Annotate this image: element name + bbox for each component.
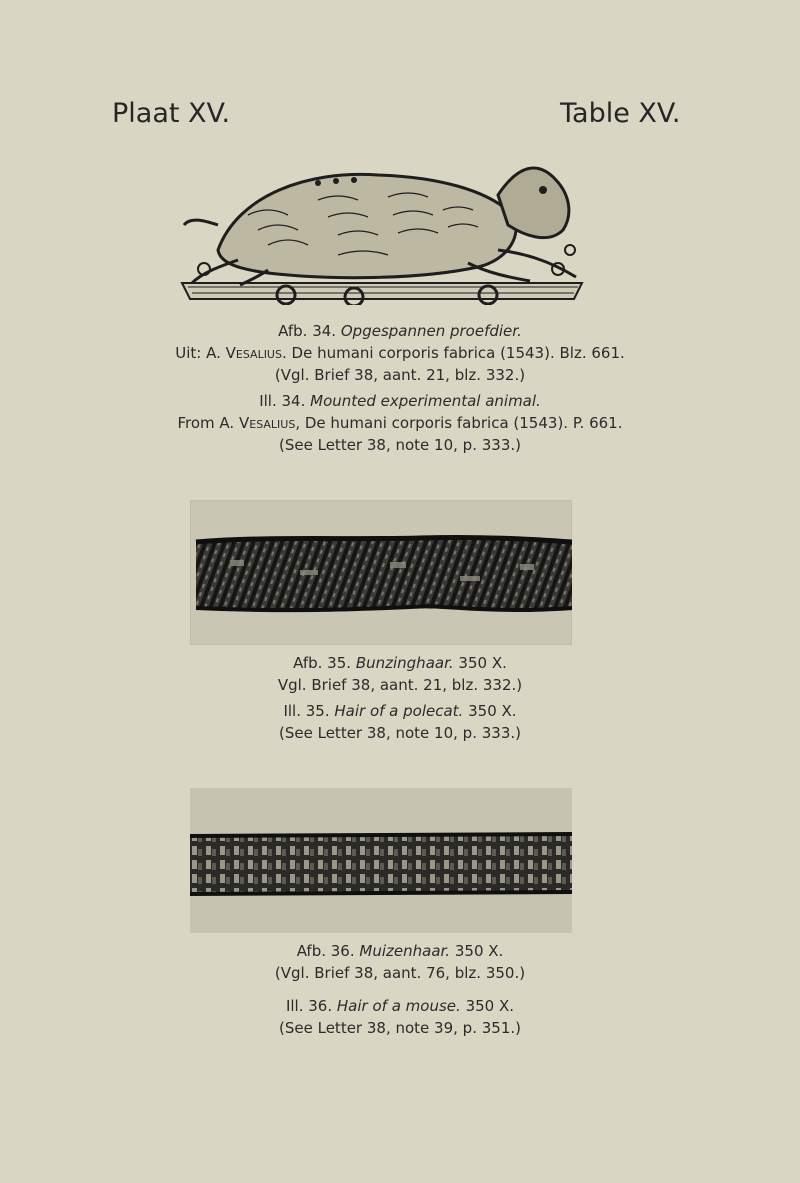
caption-line: [0, 320, 800, 342]
source-text: , De humani corporis fabrica (1543). P. 661.: [295, 414, 623, 432]
caption-line: [0, 390, 800, 412]
caption-fig34-english: [0, 390, 800, 456]
fig-number: Ill. 34.: [259, 392, 306, 410]
woodcut-mounted-animal: [178, 155, 586, 305]
reference: (Vgl. Brief 38, aant. 21, blz. 332.): [274, 366, 526, 384]
caption-line: [0, 940, 800, 962]
author-name: Vesalius: [225, 344, 282, 362]
caption-line: [0, 342, 800, 364]
reference: (See Letter 38, note 10, p. 333.): [279, 724, 521, 742]
caption-fig35-english: [0, 700, 800, 744]
source-text: . De humani corporis fabrica (1543). Blz. 661.: [281, 344, 625, 362]
micrograph-polecat-hair: [190, 500, 572, 645]
caption-fig36-dutch: [0, 940, 800, 984]
reference: (See Letter 38, note 39, p. 351.): [279, 1019, 521, 1037]
reference: (See Letter 38, note 10, p. 333.): [279, 436, 521, 454]
plate-label-english: Table XV.: [560, 98, 681, 129]
source-prefix: Uit: A.: [175, 344, 221, 362]
plate-label-dutch: Plaat XV.: [112, 98, 231, 129]
fig-number: Afb. 35.: [293, 654, 352, 672]
reference: (Vgl. Brief 38, aant. 76, blz. 350.): [274, 964, 526, 982]
fig-number: Afb. 36.: [296, 942, 355, 960]
caption-line: [0, 652, 800, 674]
caption-fig35-dutch: [0, 652, 800, 696]
reference: Vgl. Brief 38, aant. 21, blz. 332.): [277, 676, 523, 694]
magnification: 350 X.: [454, 942, 504, 960]
fig-number: Afb. 34.: [278, 322, 337, 340]
magnification: 350 X.: [465, 997, 515, 1015]
author-name: Vesalius: [238, 414, 296, 432]
caption-fig34-dutch: [0, 320, 800, 386]
caption-line: [0, 700, 800, 722]
fig-number: Ill. 36.: [285, 997, 333, 1015]
magnification: 350 X.: [458, 654, 507, 672]
fig-title: Hair of a polecat.: [334, 702, 464, 720]
caption-fig36-english: [0, 995, 800, 1039]
fig-title: Muizenhaar.: [359, 942, 451, 960]
fig-title: Bunzinghaar.: [355, 654, 454, 672]
micrograph-mouse-hair: [190, 788, 572, 933]
source-prefix: From A.: [177, 414, 235, 432]
fig-title: Hair of a mouse.: [336, 997, 461, 1015]
fig-title: Opgespannen proefdier.: [340, 322, 522, 340]
caption-line: [0, 412, 800, 434]
caption-line: [0, 995, 800, 1017]
fig-title: Mounted experimental animal.: [310, 392, 541, 410]
fig-number: Ill. 35.: [283, 702, 330, 720]
magnification: 350 X.: [468, 702, 517, 720]
